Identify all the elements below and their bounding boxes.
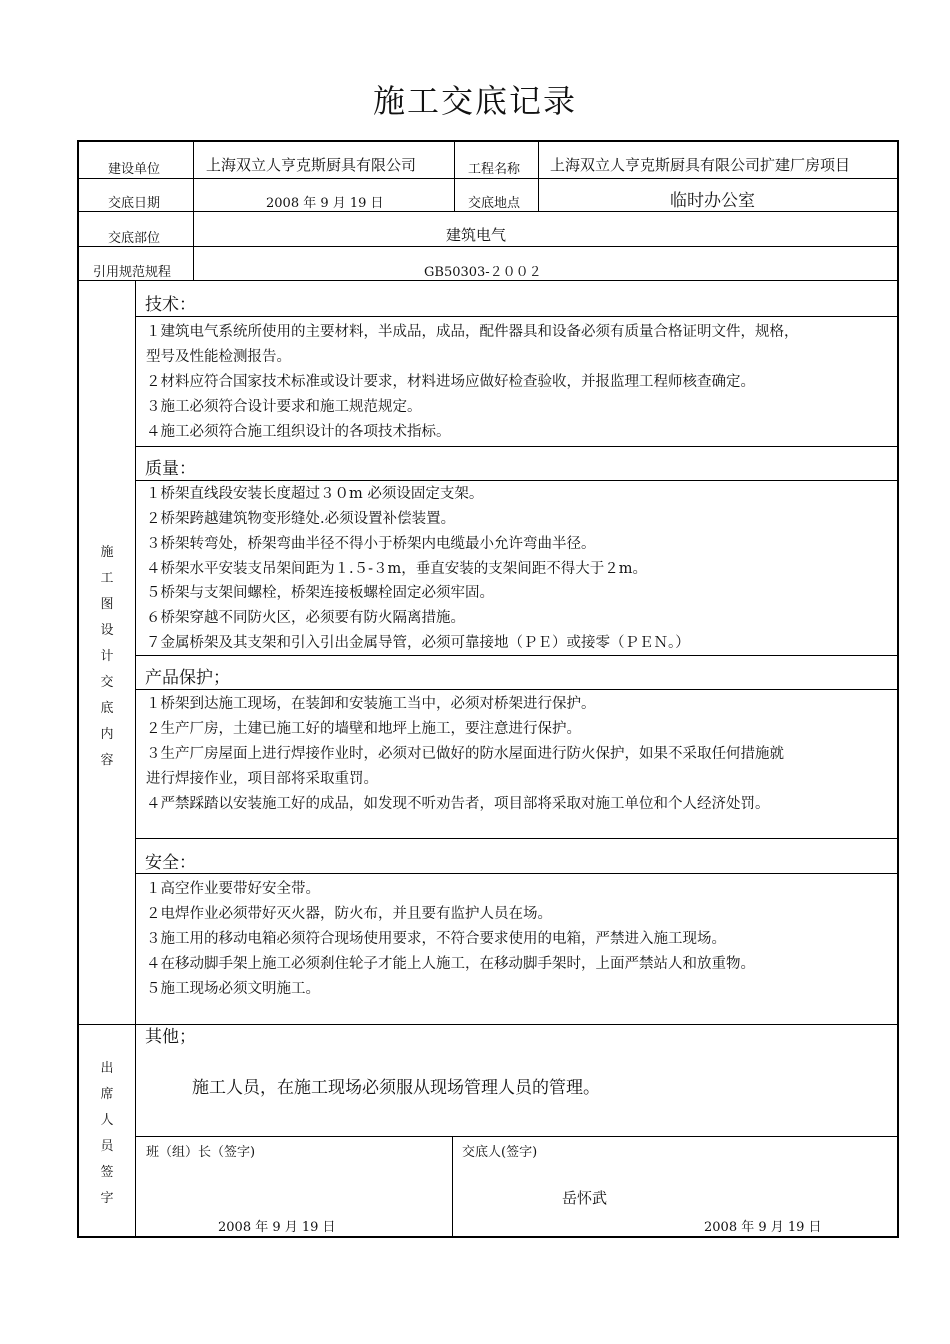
safety-line: ４在移动脚手架上施工必须刹住轮子才能上人施工，在移动脚手架时，上面严禁站人和放重物。 [146,956,755,972]
place-label: 交底地点 [468,196,521,211]
other-heading: 其他； [145,1027,196,1047]
row-divider [78,246,898,247]
quality-line: ６桥架穿越不同防火区，必须要有防火隔离措施。 [146,610,465,626]
safety-line: １高空作业要带好安全带。 [146,881,320,897]
leader-signature-date: 2008 年 9 月 19 日 [218,1220,336,1235]
protect-heading: 产品保护； [145,668,230,688]
document-title: 施工交底记录 [372,82,577,120]
quality-heading: 质量： [145,459,196,479]
row-divider [78,280,898,281]
attendees-label: 出 席 人 员 签 字 [100,1061,114,1206]
row-divider [136,838,898,839]
protect-line: ２生产厂房，土建已施工好的墙壁和地坪上施工，要注意进行保护。 [146,721,581,737]
date-value: 2008 年 9 月 19 日 [266,196,384,211]
date-label: 交底日期 [108,196,161,211]
spec-label: 引用规范规程 [93,265,172,280]
part-value: 建筑电气 [446,226,507,244]
row-divider [136,446,898,447]
spec-value: GB50303-２００２ [424,265,542,280]
row-divider [136,873,898,874]
place-value: 临时办公室 [670,191,755,211]
col-divider [538,141,539,211]
quality-line: ５桥架与支架间螺栓，桥架连接板螺栓固定必须牢固。 [146,585,494,601]
quality-line: ２桥架跨越建筑物变形缝处.必须设置补偿装置。 [146,511,456,527]
quality-line: ７金属桥架及其支架和引入引出金属导管，必须可靠接地（ＰＥ）或接零（ＰＥＮ。） [146,635,690,651]
safety-line: ２电焊作业必须带好灭火器，防火布，并且要有监护人员在场。 [146,906,552,922]
part-label: 交底部位 [108,231,161,246]
protect-line: ３生产厂房屋面上进行焊接作业时，必须对已做好的防水屋面进行防火保护，如果不采取任何措施就 [146,746,784,762]
project-value: 上海双立人亨克斯厨具有限公司扩建厂房项目 [550,156,851,174]
tech-line: 型号及性能检测报告。 [146,349,291,365]
tech-line: ２材料应符合国家技术标准或设计要求，材料进场应做好检查验收，并报监理工程师核查确定。 [146,374,755,390]
col-divider [452,1136,453,1237]
tech-heading: 技术： [145,295,196,315]
content-label: 施 工 图 设 计 交 底 内 容 [100,545,114,768]
row-divider [136,655,898,656]
col-divider [454,141,455,211]
col-divider [193,141,194,280]
safety-heading: 安全： [145,853,196,873]
presenter-signature-date: 2008 年 9 月 19 日 [704,1220,822,1235]
presenter-name: 岳怀武 [562,1189,608,1207]
row-divider [78,1024,898,1025]
row-divider [136,689,898,690]
row-divider [136,480,898,481]
safety-line: ３施工用的移动电箱必须符合现场使用要求，不符合要求使用的电箱，严禁进入施工现场。 [146,931,726,947]
other-text: 施工人员，在施工现场必须服从现场管理人员的管理。 [192,1078,600,1098]
build-unit-label: 建设单位 [108,162,161,177]
row-divider [78,211,898,212]
project-label: 工程名称 [468,162,521,177]
tech-line: ４施工必须符合施工组织设计的各项技术指标。 [146,424,451,440]
row-divider [136,1136,898,1137]
row-divider [136,316,898,317]
safety-line: ５施工现场必须文明施工。 [146,981,320,997]
tech-line: ３施工必须符合设计要求和施工规范规定。 [146,399,422,415]
col-divider [135,280,136,1237]
protect-line: 进行焊接作业，项目部将采取重罚。 [146,771,378,787]
build-unit-value: 上海双立人亨克斯厨具有限公司 [206,156,417,174]
leader-signature-label: 班（组）长（签字) [146,1145,256,1160]
presenter-signature-label: 交底人(签字) [462,1145,538,1160]
tech-line: １建筑电气系统所使用的主要材料，半成品，成品，配件器具和设备必须有质量合格证明文件，规格， [146,324,799,340]
quality-line: １桥架直线段安装长度超过３０m 必须设固定支架。 [146,486,484,502]
quality-line: ３桥架转弯处，桥架弯曲半径不得小于桥架内电缆最小允许弯曲半径。 [146,536,596,552]
row-divider [78,178,898,179]
protect-line: １桥架到达施工现场，在装卸和安装施工当中，必须对桥架进行保护。 [146,696,596,712]
protect-line: ４严禁踩踏以安装施工好的成品，如发现不听劝告者，项目部将采取对施工单位和个人经济处罚。 [146,796,770,812]
quality-line: ４桥架水平安装支吊架间距为１.５-３m，垂直安装的支架间距不得大于２m。 [146,561,648,577]
